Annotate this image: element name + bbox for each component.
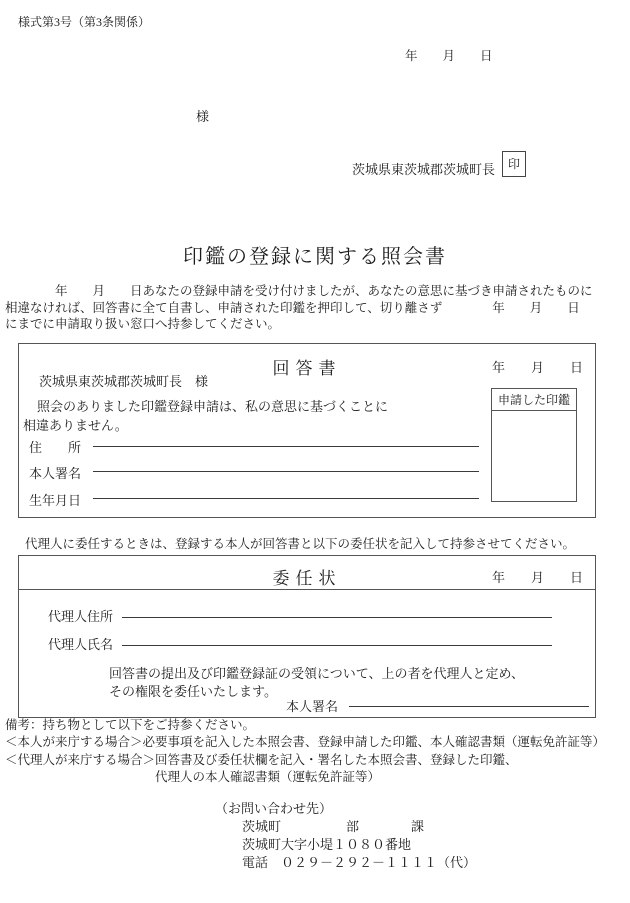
proxy-note: 代理人に委任するときは、登録する本人が回答書と以下の委任状を記入して持参させてください。 (25, 537, 576, 551)
form-number-label: 様式第3号（第3条関係） (18, 15, 151, 29)
intro-line-3: にまでに申請取り扱い窓口へ持参してください。 (5, 317, 281, 331)
signature-fill-line (93, 471, 479, 472)
contact-address-line: 茨城町大字小堤１０８０番地 (242, 837, 412, 852)
address-fill-line (93, 446, 479, 447)
remarks-line-1: 備考：持ち物として以下をご持参ください。 (5, 718, 256, 732)
mayor-seal-box (502, 151, 526, 177)
address-field-label: 住 所 (29, 440, 82, 455)
page-title: 印鑑の登録に関する照会書 (183, 246, 447, 268)
poa-date-placeholder: 年 月 日 (491, 570, 583, 585)
contact-block (215, 800, 476, 872)
contact-heading: （お問い合わせ先） (215, 801, 333, 816)
reply-form-addressee: 茨城県東茨城郡茨城町長 様 (39, 374, 209, 389)
remarks-line-2: ＜本人が来庁する場合＞必要事項を記入した本照会書、登録申請した印鑑、本人確認書類（運転免許証等） (5, 735, 606, 750)
intro-line-2: 相違なければ、回答書に全て自書し、申請された印鑑を押印して、切り離さず 年 月 日 (5, 300, 580, 315)
reply-form-title: 回答書 (272, 359, 342, 378)
principal-signature-fill-line (349, 706, 589, 707)
remarks-line-3: ＜代理人が来庁する場合＞回答書及び委任状欄を記入・署名した本照会書、登録した印鑑、 (5, 752, 518, 767)
proxy-address-fill-line (122, 617, 552, 618)
remarks-block (5, 717, 605, 786)
poa-statement-line-1: 回答書の提出及び印鑑登録証の受領について、上の者を代理人と定め、 (109, 666, 524, 681)
reply-statement-line-2: 相違ありません。 (23, 418, 128, 433)
proxy-name-field-label: 代理人氏名 (48, 637, 114, 652)
contact-phone-line: 電話 ０２９－２９２－１１１１（代） (242, 855, 477, 870)
reply-statement-line-1: 照会のありました印鑑登録申請は、私の意思に基づくことに (37, 399, 389, 414)
signature-field-label: 本人署名 (29, 466, 82, 481)
principal-signature-label: 本人署名 (286, 699, 339, 714)
birthdate-fill-line (93, 498, 479, 499)
poa-title: 委任状 (272, 569, 342, 588)
birthdate-field-label: 生年月日 (29, 493, 82, 508)
proxy-name-fill-line (122, 645, 552, 646)
poa-section (18, 555, 596, 718)
remarks-line-4: 代理人の本人確認書類（運転免許証等） (5, 769, 381, 784)
intro-line-1: 年 月 日あなたの登録申請を受け付けましたが、あなたの意思に基づき申請されたものに (5, 284, 593, 298)
addressee-sama-label: 様 (196, 109, 210, 124)
poa-header-divider (19, 589, 595, 590)
reply-form-section (18, 343, 596, 518)
applied-seal-box (491, 388, 577, 502)
mayor-title-label: 茨城県東茨城郡茨城町長 (352, 162, 496, 177)
document-date-placeholder: 年 月 日 (405, 49, 493, 63)
poa-statement-line-2: その権限を委任いたします。 (109, 684, 277, 699)
contact-department-line: 茨城町 部 課 (242, 819, 425, 834)
proxy-address-field-label: 代理人住所 (48, 609, 114, 624)
seal-mark-label: 印 (507, 157, 520, 171)
applied-seal-header: 申請した印鑑 (492, 389, 576, 411)
reply-form-date-placeholder: 年 月 日 (491, 360, 583, 375)
